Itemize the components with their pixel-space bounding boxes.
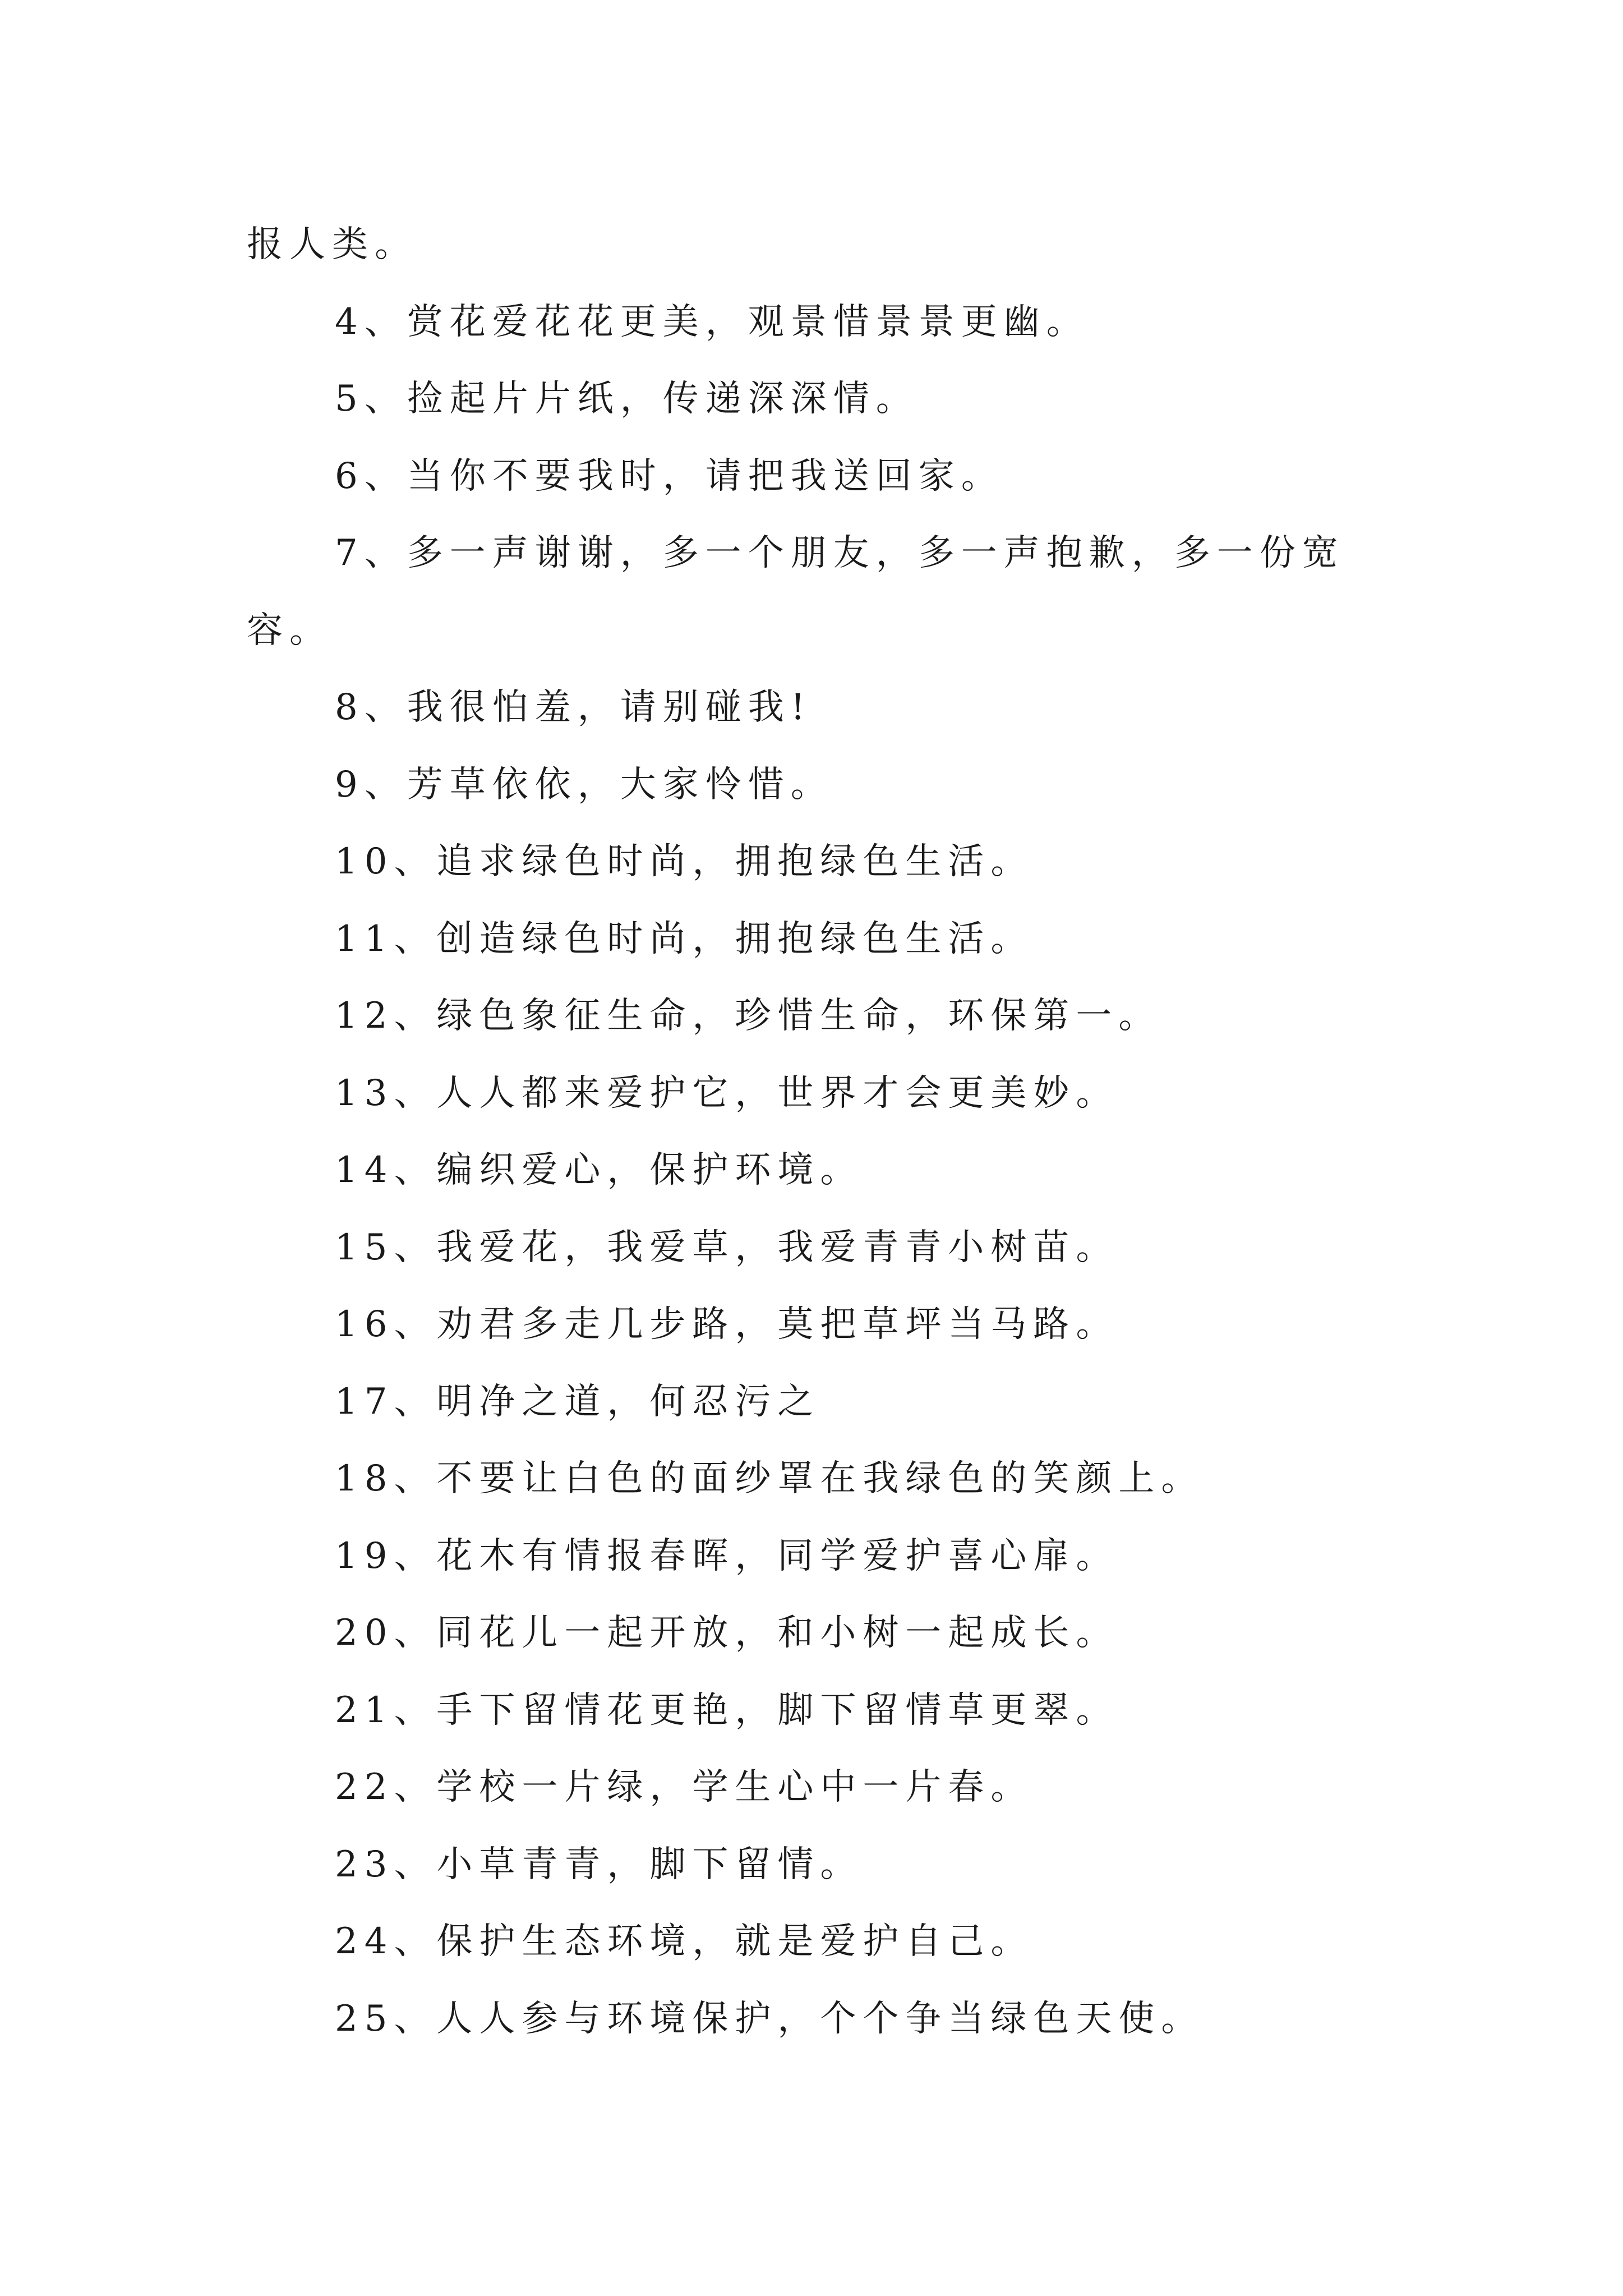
- text-line: 25、人人参与环境保护，个个争当绿色天使。: [335, 1998, 1204, 2040]
- text-line: 6、当你不要我时，请把我送回家。: [335, 455, 1004, 497]
- text-line: 容。: [247, 609, 332, 651]
- text-line: 5、捡起片片纸，传递深深情。: [335, 378, 919, 420]
- text-line: 15、我爱花，我爱草，我爱青青小树苗。: [335, 1226, 1119, 1268]
- text-line: 21、手下留情花更艳，脚下留情草更翠。: [335, 1689, 1119, 1731]
- text-line: 7、多一声谢谢，多一个朋友，多一声抱歉，多一份宽: [335, 532, 1345, 574]
- text-line: 4、赏花爱花花更美，观景惜景景更幽。: [335, 301, 1089, 343]
- text-line: 19、花木有情报春晖，同学爱护喜心扉。: [335, 1535, 1119, 1577]
- text-line: 20、同花儿一起开放，和小树一起成长。: [335, 1612, 1119, 1654]
- text-line: 10、追求绿色时尚，拥抱绿色生活。: [335, 841, 1034, 882]
- text-line: 17、明净之道，何忍污之: [335, 1381, 820, 1423]
- text-line: 8、我很怕羞，请别碰我!: [335, 687, 812, 728]
- text-line: 11、创造绿色时尚，拥抱绿色生活。: [335, 918, 1034, 960]
- text-line: 24、保护生态环境，就是爱护自己。: [335, 1921, 1034, 1962]
- text-line: 22、学校一片绿，学生心中一片春。: [335, 1766, 1034, 1808]
- text-line: 13、人人都来爱护它，世界才会更美妙。: [335, 1072, 1119, 1114]
- text-line: 9、芳草依依，大家怜惜。: [335, 763, 833, 806]
- text-line: 14、编织爱心，保护环境。: [335, 1149, 863, 1191]
- text-line: 报人类。: [247, 224, 417, 265]
- document-body: [247, 206, 1396, 2058]
- text-line: 18、不要让白色的面纱罩在我绿色的笑颜上。: [335, 1458, 1204, 1499]
- text-line: 23、小草青青，脚下留情。: [335, 1843, 863, 1885]
- text-line: 16、劝君多走几步路，莫把草坪当马路。: [335, 1304, 1119, 1345]
- text-line: 12、绿色象征生命，珍惜生命，环保第一。: [335, 995, 1161, 1037]
